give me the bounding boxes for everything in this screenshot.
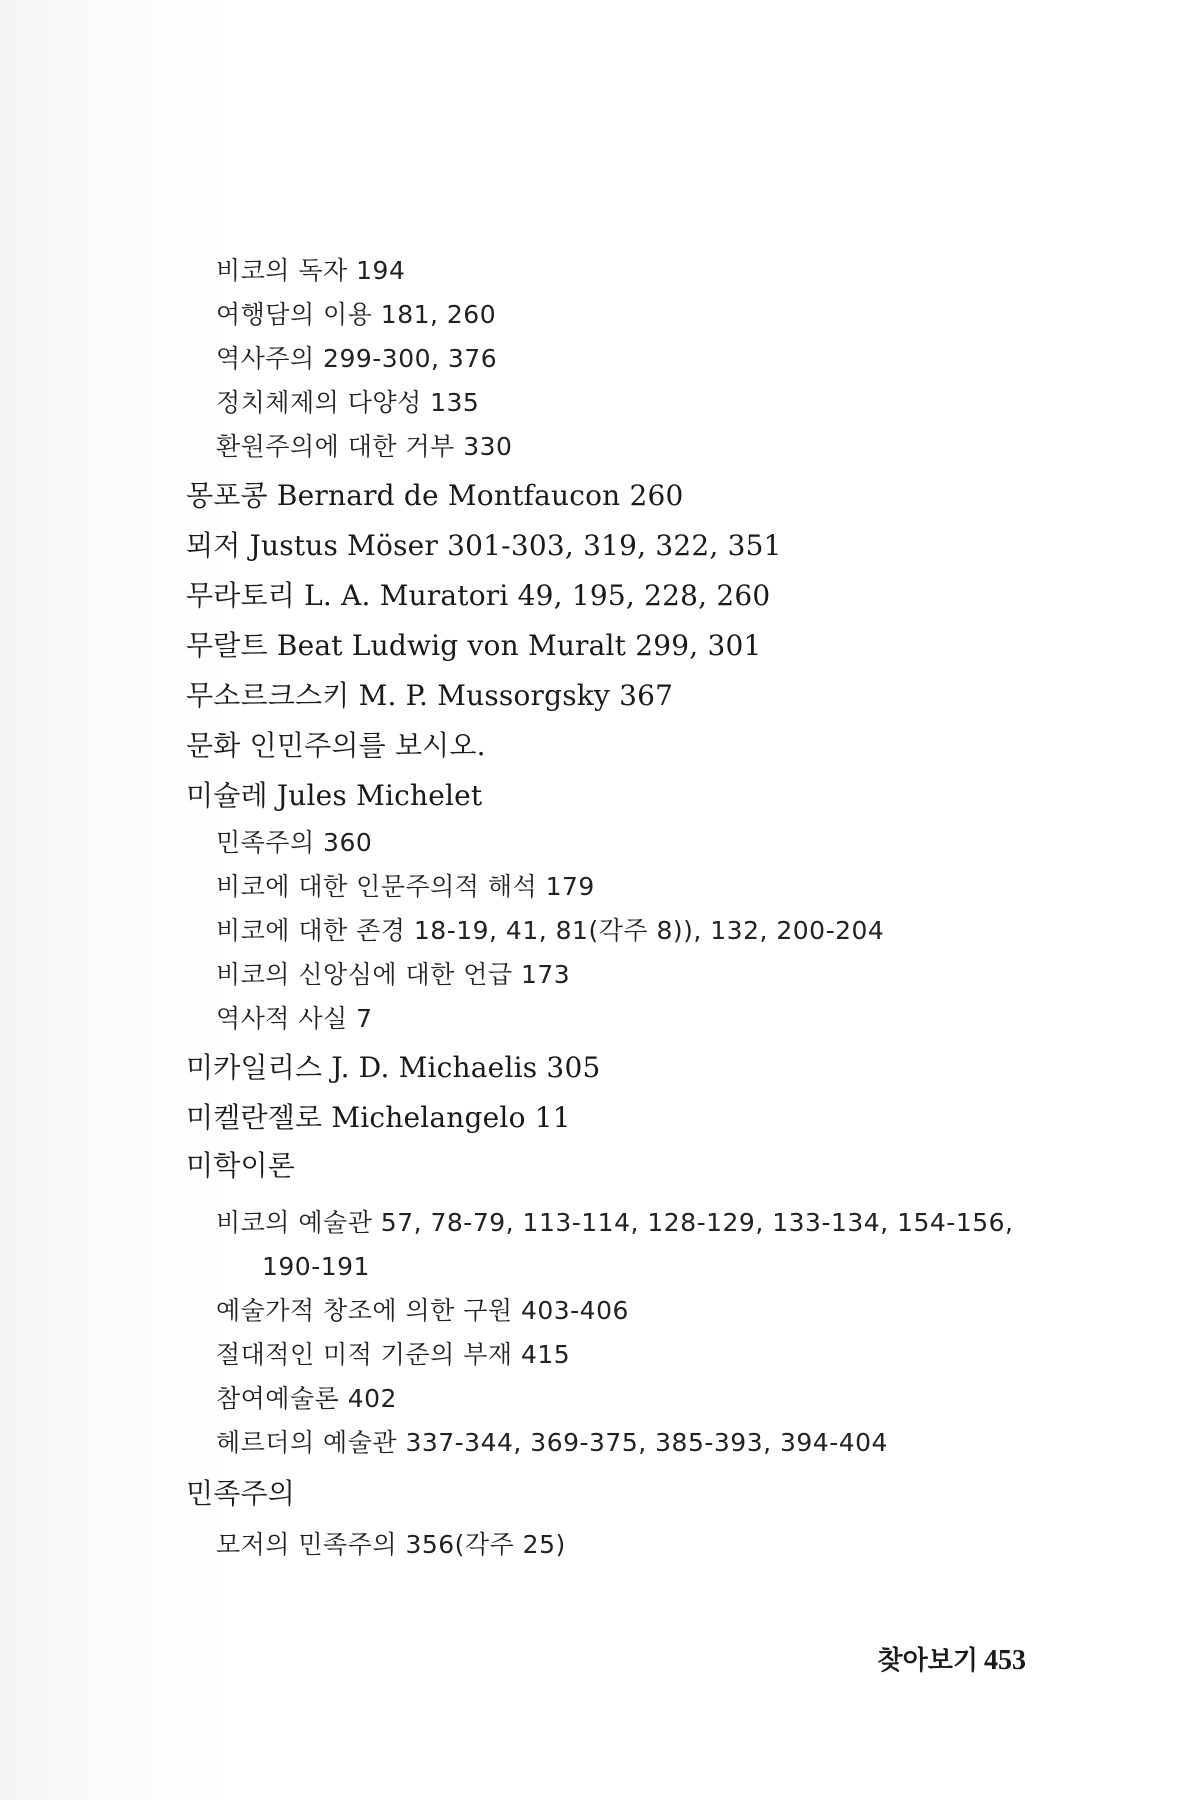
- index-sub-entry: 비코의 예술관 57, 78-79, 113-114, 128-129, 133-134, 154-156,: [216, 1208, 1014, 1237]
- index-main-entry: 몽포콩 Bernard de Montfaucon 260: [186, 479, 684, 512]
- index-main-entry: 문화 인민주의를 보시오.: [186, 729, 486, 762]
- footer-label: 찾아보기: [877, 1646, 978, 1676]
- index-main-entry: 무랄트 Beat Ludwig von Muralt 299, 301: [186, 629, 762, 662]
- index-sub-entry: 역사적 사실 7: [216, 1004, 373, 1033]
- index-main-entry: 미학이론: [186, 1149, 295, 1182]
- index-sub-entry: 절대적인 미적 기준의 부재 415: [216, 1340, 571, 1369]
- index-main-entry: 미카일리스 J. D. Michaelis 305: [186, 1051, 601, 1084]
- index-sub-entry: 비코에 대한 존경 18-19, 41, 81(각주 8)), 132, 200-204: [216, 916, 885, 945]
- index-main-entry: 미슐레 Jules Michelet: [186, 779, 483, 812]
- index-sub-entry: 민족주의 360: [216, 828, 373, 857]
- index-sub-entry: 모저의 민족주의 356(각주 25): [216, 1530, 566, 1559]
- index-sub-entry: 예술가적 창조에 의한 구원 403-406: [216, 1296, 629, 1325]
- index-sub-entry: 여행담의 이용 181, 260: [216, 300, 497, 329]
- index-sub-entry: 환원주의에 대한 거부 330: [216, 432, 513, 461]
- index-sub-entry: 비코에 대한 인문주의적 해석 179: [216, 872, 595, 901]
- index-sub-entry: 참여예술론 402: [216, 1384, 397, 1413]
- index-main-entry: 뫼저 Justus Möser 301-303, 319, 322, 351: [186, 529, 782, 562]
- index-sub-entry: 정치체제의 다양성 135: [216, 388, 480, 417]
- index-main-entry: 미켈란젤로 Michelangelo 11: [186, 1101, 571, 1134]
- index-main-entry: 무라토리 L. A. Muratori 49, 195, 228, 260: [186, 579, 771, 612]
- index-sub-entry: 역사주의 299-300, 376: [216, 344, 498, 373]
- page-number: 453: [984, 1645, 1026, 1676]
- index-continuation: 190-191: [262, 1252, 370, 1281]
- index-sub-entry: 비코의 독자 194: [216, 256, 406, 285]
- page-footer: [878, 1640, 1026, 1677]
- index-main-entry: 무소르크스키 M. P. Mussorgsky 367: [186, 679, 674, 712]
- index-sub-entry: 헤르더의 예술관 337-344, 369-375, 385-393, 394-404: [216, 1428, 888, 1457]
- index-main-entry: 민족주의: [186, 1477, 295, 1510]
- index-sub-entry: 비코의 신앙심에 대한 언급 173: [216, 960, 571, 989]
